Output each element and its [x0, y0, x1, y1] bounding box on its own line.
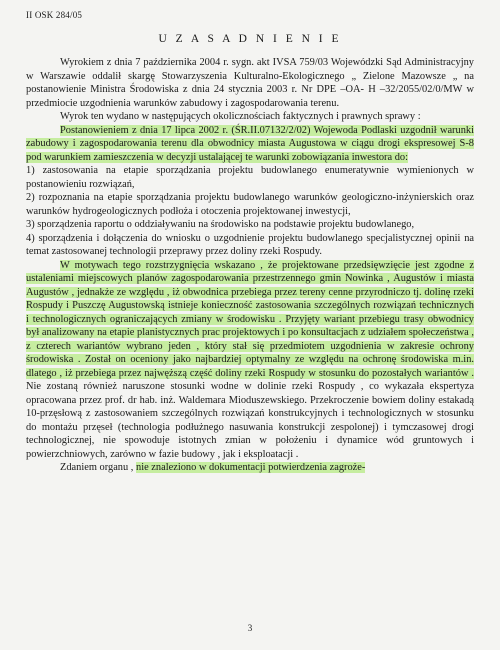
paragraph [26, 124, 474, 165]
paragraph [26, 191, 474, 218]
text-segment: 3) sporządzenia raportu o oddziaływaniu na środowisko na podstawie projektu budowlanego, [26, 219, 415, 230]
highlighted-text: nie znaleziono w dokumentacji potwierdzenia zagroże- [136, 462, 366, 473]
paragraph [26, 461, 474, 475]
page-number: 3 [247, 623, 253, 633]
paragraph [26, 218, 474, 232]
text-segment: 1) zastosowania na etapie sporządzania projektu budowlanego enumeratywnie wymienionych w postanowieniu rozwiązań, [26, 165, 474, 190]
highlighted-text: W motywach tego rozstrzygnięcia wskazano , że projektowane przedsięwzięcie jest zgodne z ustaleniami miejscowych planów zagospodarowania przestrzennego gmin Nowinka , Augustów i miasta Augustów , jednakże ze względu , iż obwodnica przebiega przez tereny cenne przyrodniczo tj. dolinę rzeki Rospudy i Puszczę Augustowską istnieje konieczność zastosowania szczególnych rozwiązań technicznych i technologicznych ograniczających zmiany w środowisku . Przyjęty wariant przebiegu trasy obwodnicy był analizowany na etapie planistycznych prac projektowych i po konsultacjach z udziałem społeczeństwa , z czterech wariantów wybrano jeden , który stał się przedmiotem uzgodnienia w zakresie ochrony środowiska . Został on oceniony jako najbardziej optymalny ze względu na ochronę środowiska m.in. dlatego , iż przebiega przez najwęższą część doliny rzeki Rospudy w stosunku do pozostałych wariantów . [26, 259, 474, 379]
document-heading: U Z A S A D N I E N I E [158, 33, 342, 45]
text-segment: 2) rozpoznania na etapie sporządzania projektu budowlanego warunków geologiczno-inżynierskich oraz warunków hydrogeologicznych podłoża i otoczenia projektowanej inwestycji, [26, 192, 474, 217]
paragraph [26, 232, 474, 259]
case-number: II OSK 284/05 [26, 10, 83, 20]
document-body [26, 56, 474, 475]
paragraph [26, 259, 474, 462]
text-segment: Wyrokiem z dnia 7 października 2004 r. sygn. akt IVSA 759/03 Wojewódzki Sąd Administracyjny w Warszawie oddalił skargę Stowarzyszenia Kulturalno-Ekologicznego „ Zielone Mazowsze „ na postanowienie Ministra Środowiska z dnia 24 stycznia 2003 r. Nr DPE –OA- H –32/2055/02/0/MW w przedmiocie uzgodnienia warunków zabudowy i zagospodarowania terenu. [26, 57, 474, 109]
paragraph [26, 56, 474, 110]
text-segment: 4) sporządzenia i dołączenia do wniosku o uzgodnienie projektu budowlanego specjalistycznej opinii na temat zastosowanej technologii przeprawy przez doliny rzeki Rospudy. [26, 232, 474, 257]
highlighted-text: Postanowieniem z dnia 17 lipca 2002 r. (ŚR.II.07132/2/02) Wojewoda Podlaski uzgodnił warunki zabudowy i zagospodarowania terenu dla obwodnicy miasta Augustowa w ciągu drogi ekspresowej S-8 pod warunkiem zamieszczenia w decyzji ustalającej te warunki zobowiązania inwestora do: [26, 124, 474, 163]
paragraph [26, 110, 474, 124]
text-segment: Zdaniem organu , [60, 462, 136, 473]
text-segment: Nie zostaną również naruszone stosunki wodne w dolinie rzeki Rospudy , co wykazała ekspertyza opracowana przez prof. dr hab. inż. Waldemara Mioduszewskiego. Przekroczenie bowiem doliny estakadą 10-przęsłową z zastosowaniem szczególnych rozwiązań konstrukcyjnych i technologicznych w stosunku do montażu przęseł (technologia podłużnego nasuwania konstrukcji zespolonej) i tymczasowej drogi technologicznej, nie spowoduje istotnych zmian w położeniu i dynamice wód gruntowych i powierzchniowych, zarówno w fazie budowy , jak i eksploatacji . [26, 381, 474, 460]
paragraph [26, 164, 474, 191]
text-segment: Wyrok ten wydano w następujących okolicznościach faktycznych i prawnych sprawy : [60, 111, 421, 122]
